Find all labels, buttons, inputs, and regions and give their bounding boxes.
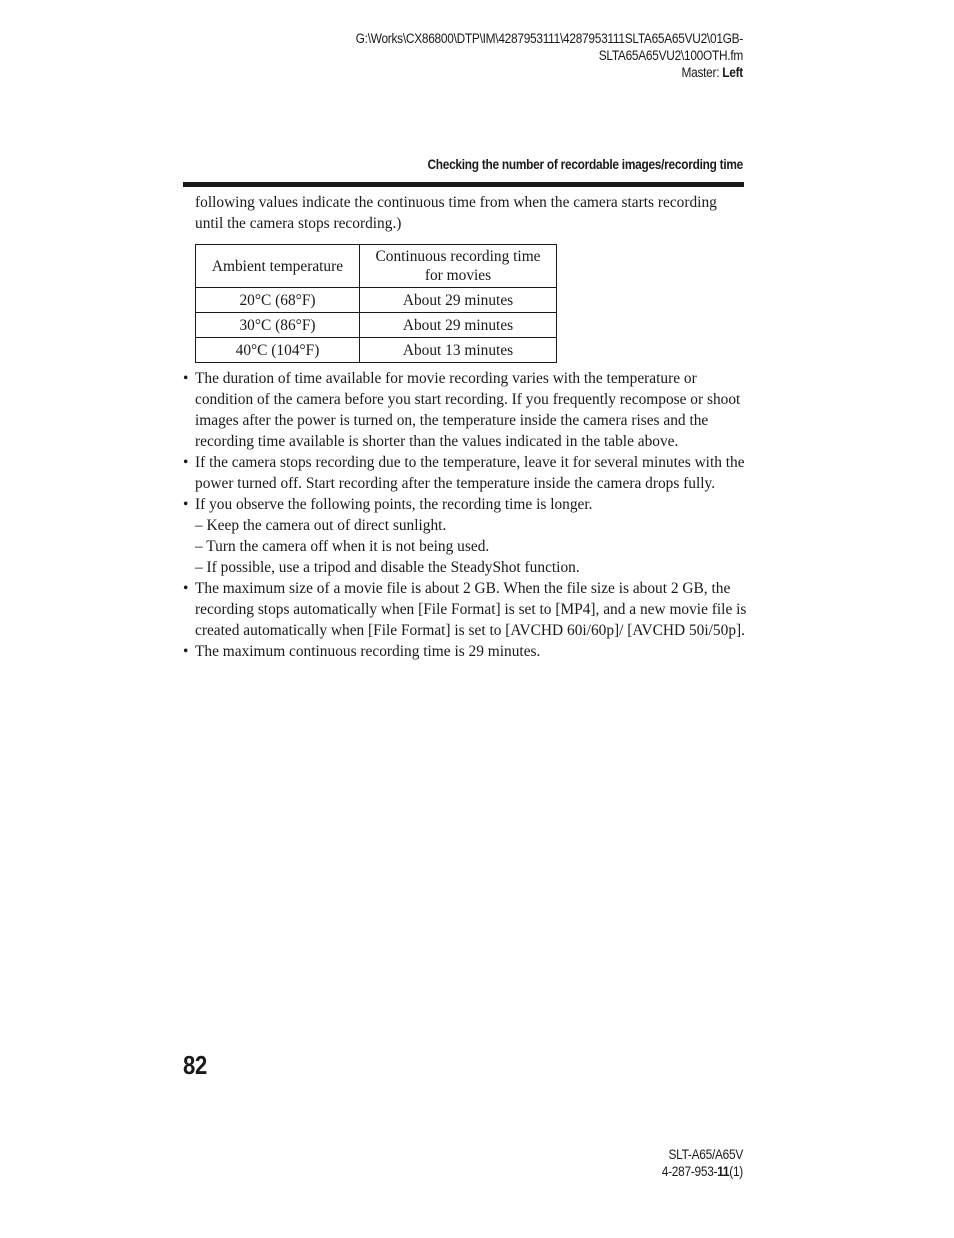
- list-item: [183, 641, 747, 662]
- code-suffix: (1): [729, 1164, 743, 1179]
- table-cell: 30°C (86°F): [196, 313, 360, 338]
- code-bold: 11: [717, 1164, 730, 1179]
- table-cell: About 13 minutes: [360, 338, 557, 363]
- document-footer: [479, 1146, 743, 1180]
- list-item: [183, 578, 747, 641]
- bullet-marker: •: [183, 496, 189, 513]
- sub-list-item: – Keep the camera out of direct sunlight.: [195, 517, 447, 534]
- list-item: [183, 452, 747, 494]
- bullet-text: The maximum continuous recording time is 29 minutes.: [195, 643, 541, 660]
- master-line: [285, 64, 743, 81]
- table-row: [196, 313, 557, 338]
- page-number: 82: [183, 1050, 208, 1080]
- file-path-line-1: G:\Works\CX86800\DTP\IM\4287953111\4287953111SLTA65A65VU2\01GB-: [355, 31, 743, 46]
- table-header-row: [196, 245, 557, 288]
- bullet-marker: •: [183, 370, 189, 387]
- intro-paragraph: following values indicate the continuous time from when the camera starts recording until the camera stops recording.): [195, 194, 717, 232]
- bullet-marker: •: [183, 454, 189, 471]
- table-row: [196, 338, 557, 363]
- table-header-cell: Ambient temperature: [196, 245, 360, 288]
- recording-time-table: [195, 244, 557, 363]
- bullet-marker: •: [183, 643, 189, 660]
- table-header-cell: Continuous recording time for movies: [360, 245, 557, 288]
- list-item: [183, 368, 747, 452]
- table-cell: About 29 minutes: [360, 313, 557, 338]
- code-prefix: 4-287-953-: [661, 1164, 718, 1179]
- document-code: [479, 1163, 743, 1180]
- sub-list-item: – Turn the camera off when it is not being used.: [195, 538, 490, 555]
- master-value: Left: [722, 65, 743, 80]
- bullet-text: The maximum size of a movie file is about 2 GB. When the file size is about 2 GB, the recording stops automatically when [File Format] is set to [MP4], and a new movie file is created automatically when [File Format] is set to [AVCHD 60i/60p]/ [AVCHD 50i/50p].: [195, 580, 747, 639]
- section-header: Checking the number of recordable images/recording time: [427, 157, 743, 172]
- table-cell: 40°C (104°F): [196, 338, 360, 363]
- table-cell: About 29 minutes: [360, 288, 557, 313]
- bullet-text: If you observe the following points, the recording time is longer.: [195, 496, 593, 513]
- bullet-text: The duration of time available for movie recording varies with the temperature or condition of the camera before you start recording. If you frequently recompose or shoot images after the power is turned on, the temperature inside the camera rises and the recording time available is shorter than the values indicated in the table above.: [195, 370, 741, 450]
- master-label: Master:: [681, 65, 723, 80]
- table-cell: 20°C (68°F): [196, 288, 360, 313]
- file-path-line-2: SLTA65A65VU2\100OTH.fm: [598, 48, 743, 63]
- bullet-text: If the camera stops recording due to the temperature, leave it for several minutes with the power turned off. Start recording after the temperature inside the camera drops fully.: [195, 454, 745, 492]
- table-row: [196, 288, 557, 313]
- bullet-marker: •: [183, 580, 189, 597]
- model-number: SLT-A65/A65V: [668, 1147, 743, 1162]
- sub-list-item: – If possible, use a tripod and disable the SteadyShot function.: [195, 559, 580, 576]
- header-rule: [183, 182, 744, 187]
- list-item: [183, 494, 747, 515]
- file-path-header: [285, 30, 743, 81]
- bullet-list: [183, 368, 747, 662]
